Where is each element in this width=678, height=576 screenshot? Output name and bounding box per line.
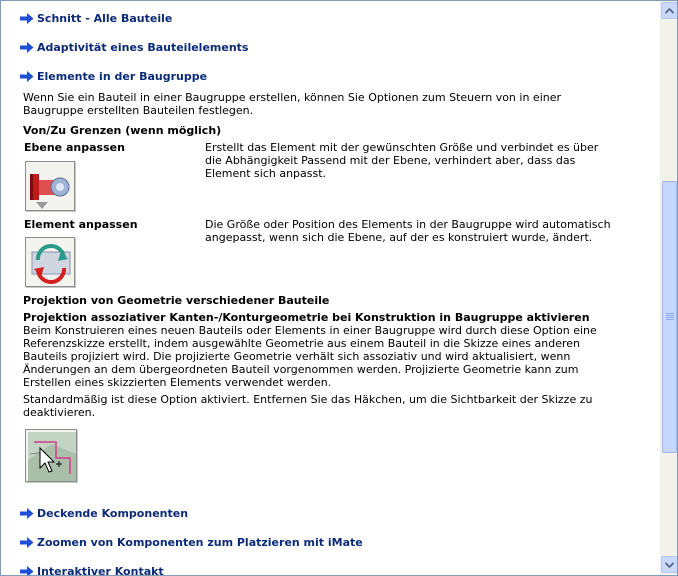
von-zu-heading: Von/Zu Grenzen (wenn möglich) — [23, 124, 222, 137]
flush-plane-icon — [25, 161, 75, 211]
ebene-anpassen-desc: Erstellt das Element mit der gewünschten Größe und verbindet es über die Abhängigkeit Passend mit der Ebene, verhindert aber, dass das Element sich anpasst. — [205, 141, 599, 180]
link-elemente-baugruppe[interactable] — [20, 68, 207, 84]
projektion-body: Beim Konstruieren eines neuen Bauteils oder Elements in einer Baugruppe wird durch diese Option eine Referenzskizze erstellt, indem ausgewählte Geometrie aus einem Bauteil in die Skizze eines anderen Bauteils projiziert wird. Die projizierte Geometrie verhält sich assoziativ und wird aktualisiert, wenn Änderungen an dem übergeordneten Bauteil vorgenommen werden. Projizierte Geometrie kann zum Erstellen eines skizzierten Elements verwendet werden. — [23, 324, 597, 389]
link-deckende-label: Deckende Komponenten — [37, 506, 189, 520]
chevron-up-icon — [665, 8, 674, 14]
scroll-up-button[interactable] — [661, 2, 678, 19]
link-adaptivitaet[interactable] — [20, 39, 248, 55]
arrow-icon — [20, 508, 34, 519]
projektion-subheading: Projektion assoziativer Kanten-/Konturgeometrie bei Konstruktion in Baugruppe aktivieren — [23, 311, 590, 324]
arrow-icon — [20, 71, 34, 82]
thumb-grip-line — [666, 319, 674, 320]
intro-text: Wenn Sie ein Bauteil in einer Baugruppe erstellen, können Sie Optionen zum Steuern von in einer Baugruppe erstellten Bauteilen festlegen. — [23, 91, 562, 117]
link-interaktiv[interactable] — [20, 563, 164, 575]
arrow-icon — [20, 537, 34, 548]
link-deckende[interactable] — [20, 505, 188, 521]
arrow-icon — [20, 13, 34, 24]
link-zoomen[interactable] — [20, 534, 363, 550]
vertical-scrollbar[interactable] — [660, 1, 678, 575]
projektion-heading: Projektion von Geometrie verschiedener Bauteile — [23, 294, 330, 307]
arrow-icon — [20, 566, 34, 576]
arrow-icon — [20, 42, 34, 53]
adaptive-cycle-icon — [25, 237, 75, 287]
projected-geometry-icon — [25, 429, 77, 482]
scroll-down-button[interactable] — [661, 556, 678, 573]
ebene-anpassen-label: Ebene anpassen — [24, 141, 125, 154]
element-anpassen-desc: Die Größe oder Position des Elements in der Baugruppe wird automatisch angepasst, wenn sich die Ebene, auf der es konstruiert wurde, ändert. — [205, 218, 611, 244]
help-content — [1, 1, 659, 575]
thumb-grip-line — [666, 317, 674, 318]
link-interaktiv-label: Interaktiver Kontakt — [37, 564, 164, 575]
link-schnitt-label: Schnitt - Alle Bauteile — [37, 11, 173, 25]
standard-body: Standardmäßig ist diese Option aktiviert. Entfernen Sie das Häkchen, um die Sichtbarkeit der Skizze zu deaktivieren. — [23, 393, 593, 419]
thumb-grip-line — [666, 315, 674, 316]
thumb-grip-line — [666, 313, 674, 314]
link-schnitt[interactable] — [20, 10, 172, 26]
link-elemente-label: Elemente in der Baugruppe — [37, 69, 208, 83]
scroll-thumb[interactable] — [662, 181, 677, 453]
chevron-down-icon — [665, 562, 674, 568]
link-adaptivitaet-label: Adaptivität eines Bauteilelements — [37, 40, 249, 54]
element-anpassen-label: Element anpassen — [24, 218, 138, 231]
link-zoomen-label: Zoomen von Komponenten zum Platzieren mit iMate — [37, 535, 363, 549]
